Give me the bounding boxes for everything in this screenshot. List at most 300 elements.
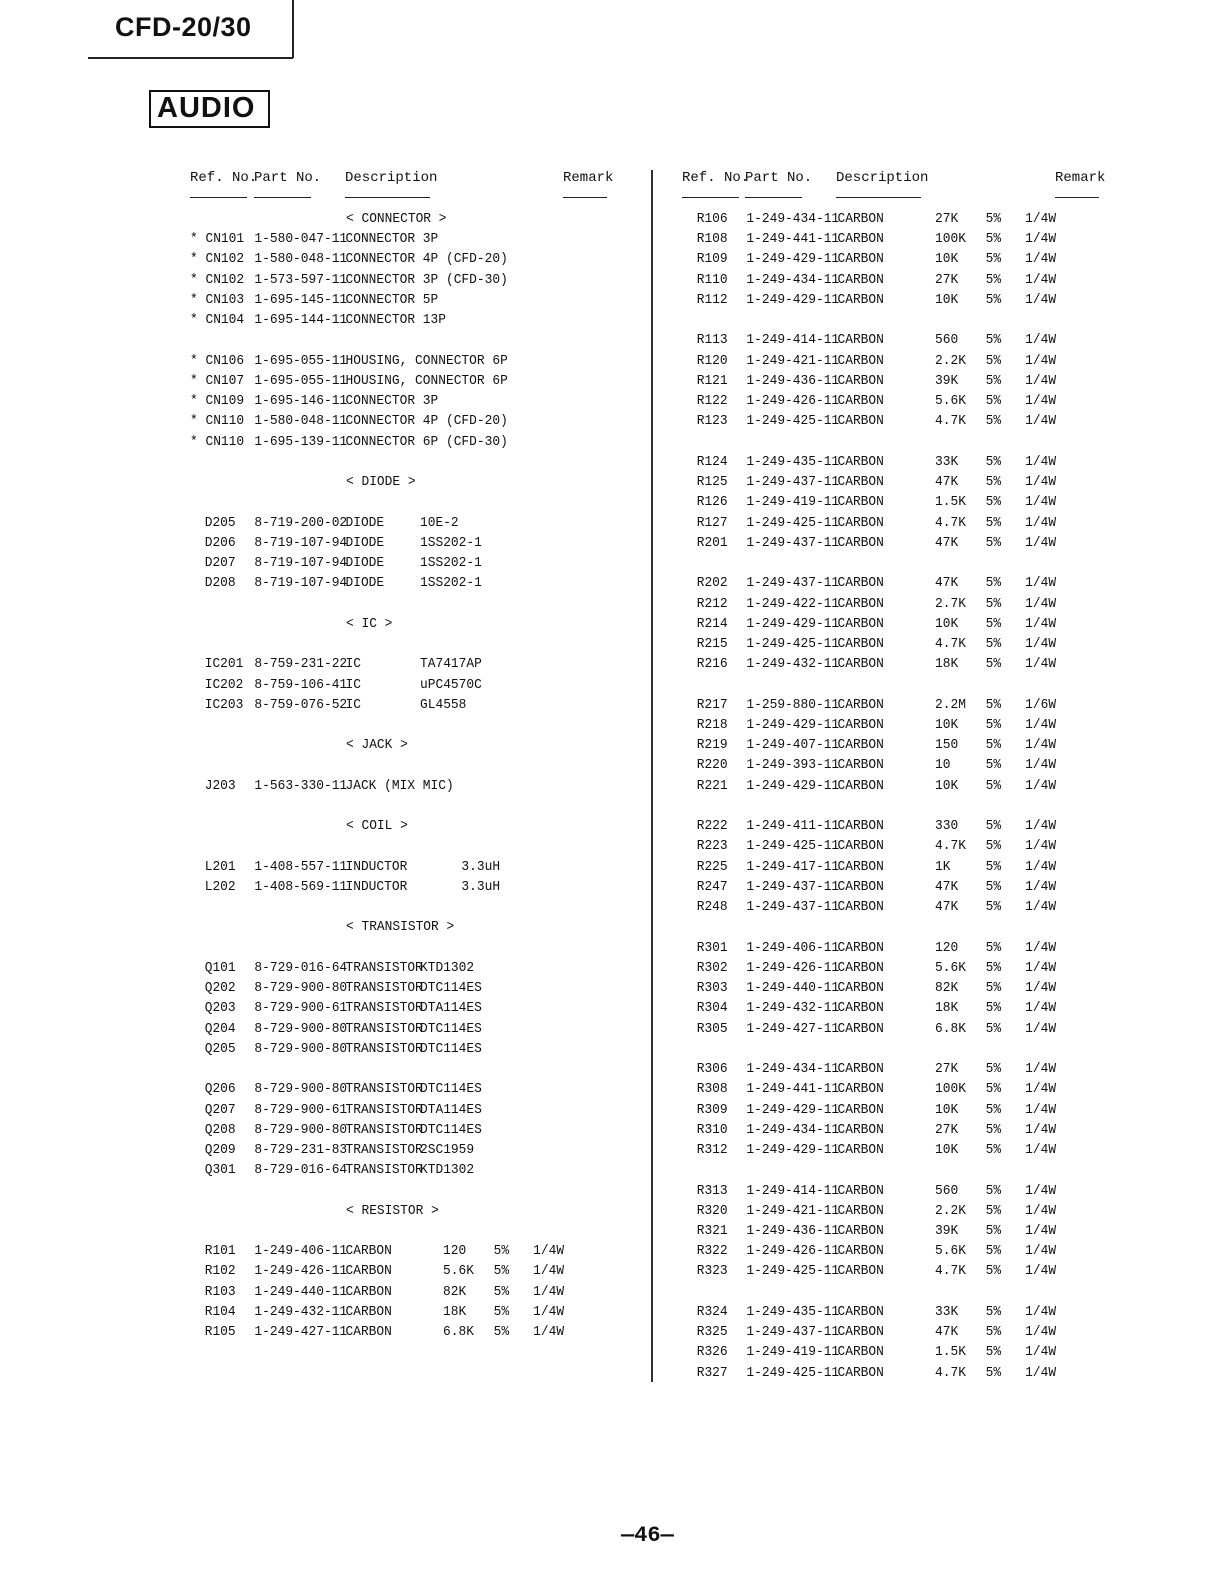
right-rule-part	[745, 197, 802, 198]
part-row	[190, 1324, 650, 1344]
part-no: 1-249-437-11	[746, 534, 840, 551]
resistance-value: 150	[935, 737, 959, 754]
part-row	[190, 312, 650, 332]
resistance-value: 47K	[935, 575, 959, 592]
part-row	[682, 717, 1142, 737]
component-value: uPC4570C	[420, 676, 482, 693]
part-no: 1-695-055-11	[254, 352, 348, 369]
tolerance-value: 5%	[493, 1283, 510, 1300]
ref-no: R120	[696, 352, 728, 369]
part-row	[682, 575, 1142, 595]
part-no: 1-249-437-11	[746, 899, 840, 916]
part-no: 8-729-016-64	[254, 959, 348, 976]
part-no: 1-249-437-11	[746, 1324, 840, 1341]
tolerance-value: 5%	[985, 1020, 1002, 1037]
component-value: 1SS202-1	[420, 575, 482, 592]
description: CARBON	[837, 1202, 884, 1219]
ref-no: J203	[204, 777, 236, 794]
description: CONNECTOR 6P (CFD-30)	[345, 433, 508, 450]
tolerance-value: 5%	[985, 818, 1002, 835]
right-rule-desc	[836, 197, 921, 198]
ref-no: R313	[696, 1182, 728, 1199]
part-row	[682, 778, 1142, 798]
ref-no: R123	[696, 413, 728, 430]
resistance-value: 330	[935, 818, 959, 835]
tolerance-value: 5%	[985, 1344, 1002, 1361]
description: TRANSISTOR	[345, 1020, 423, 1037]
ref-no: D205	[204, 514, 236, 531]
part-row	[190, 272, 650, 292]
ref-no: * CN101	[190, 231, 245, 248]
left-rule-ref	[190, 197, 247, 198]
part-no: 1-249-425-11	[746, 413, 840, 430]
part-no: 1-249-425-11	[746, 838, 840, 855]
part-row	[682, 1304, 1142, 1324]
resistance-value: 5.6K	[443, 1263, 474, 1280]
right-header-remark: Remark	[1055, 170, 1106, 186]
ref-no: R110	[696, 271, 728, 288]
wattage-value: 1/4W	[1025, 1243, 1057, 1260]
part-row	[190, 292, 650, 312]
description: CONNECTOR 3P	[345, 393, 439, 410]
description: CARBON	[837, 1020, 884, 1037]
description: CARBON	[837, 899, 884, 916]
part-no: 1-695-146-11	[254, 393, 348, 410]
description: CARBON	[837, 636, 884, 653]
description: CARBON	[837, 858, 884, 875]
wattage-value: 1/4W	[1025, 1142, 1057, 1159]
component-value: DTA114ES	[420, 1000, 482, 1017]
resistance-value: 47K	[935, 474, 959, 491]
part-row	[682, 535, 1142, 555]
wattage-value: 1/4W	[1025, 636, 1057, 653]
resistance-value: 4.7K	[935, 514, 966, 531]
tolerance-value: 5%	[985, 1000, 1002, 1017]
description: CARBON	[837, 656, 884, 673]
resistance-value: 39K	[935, 372, 959, 389]
wattage-value: 1/6W	[1025, 696, 1057, 713]
part-no: 1-249-414-11	[746, 1182, 840, 1199]
right-rule-remark	[1055, 197, 1099, 198]
resistance-value: 10	[935, 757, 951, 774]
resistance-value: 10K	[935, 291, 959, 308]
resistance-value: 4.7K	[935, 1364, 966, 1381]
component-value: 10E-2	[420, 514, 459, 531]
part-no: 8-729-900-61	[254, 1101, 348, 1118]
description: CARBON	[837, 595, 884, 612]
wattage-value: 1/4W	[533, 1324, 565, 1341]
ref-no: R102	[204, 1263, 236, 1280]
part-no: 1-249-426-11	[746, 393, 840, 410]
part-row	[682, 1102, 1142, 1122]
tolerance-value: 5%	[985, 231, 1002, 248]
model-number: CFD-20/30	[115, 12, 252, 42]
description: CARBON	[837, 1243, 884, 1260]
part-row	[682, 1081, 1142, 1101]
description: CARBON	[837, 1000, 884, 1017]
wattage-value: 1/4W	[1025, 939, 1057, 956]
part-no: 1-580-047-11	[254, 231, 348, 248]
ref-no: R106	[696, 211, 728, 227]
ref-no: R323	[696, 1263, 728, 1280]
wattage-value: 1/4W	[1025, 1121, 1057, 1138]
ref-no: R214	[696, 615, 728, 632]
ref-no: R303	[696, 980, 728, 997]
part-no: 1-408-557-11	[254, 858, 348, 875]
ref-no: IC202	[204, 676, 244, 693]
ref-no: L202	[204, 878, 236, 895]
ref-no: R308	[696, 1081, 728, 1098]
right-header-ref: Ref. No.	[682, 170, 750, 186]
wattage-value: 1/4W	[1025, 777, 1057, 794]
left-header-remark: Remark	[563, 170, 614, 186]
description: CONNECTOR 3P (CFD-30)	[345, 271, 508, 288]
group-heading: < RESISTOR >	[346, 1202, 439, 1219]
description: CARBON	[345, 1263, 392, 1280]
part-no: 1-259-880-11	[746, 696, 840, 713]
wattage-value: 1/4W	[1025, 959, 1057, 976]
description: IC	[345, 656, 361, 673]
resistance-value: 27K	[935, 1121, 959, 1138]
part-no: 1-563-330-11	[254, 777, 348, 794]
tolerance-value: 5%	[985, 453, 1002, 470]
part-no: 1-249-436-11	[746, 372, 840, 389]
left-rule-part	[254, 197, 311, 198]
resistance-value: 120	[935, 939, 959, 956]
ref-no: Q203	[204, 1000, 236, 1017]
component-value: KTD1302	[420, 959, 475, 976]
ref-no: R247	[696, 878, 728, 895]
tolerance-value: 5%	[985, 1081, 1002, 1098]
description: CARBON	[837, 1142, 884, 1159]
description: CARBON	[837, 1324, 884, 1341]
tolerance-value: 5%	[985, 1223, 1002, 1239]
wattage-value: 1/4W	[1025, 1263, 1057, 1280]
description: CARBON	[837, 251, 884, 268]
wattage-value: 1/4W	[533, 1283, 565, 1300]
ref-no: Q208	[204, 1121, 236, 1138]
part-no: 1-249-406-11	[746, 939, 840, 956]
wattage-value: 1/4W	[1025, 615, 1057, 632]
part-no: 1-249-440-11	[746, 980, 840, 997]
tolerance-value: 5%	[985, 1303, 1002, 1320]
header-rule-vertical	[292, 0, 294, 58]
part-row	[682, 272, 1142, 292]
tolerance-value: 5%	[985, 696, 1002, 713]
part-row	[682, 474, 1142, 494]
section-title: AUDIO	[157, 92, 256, 124]
tolerance-value: 5%	[985, 757, 1002, 774]
part-no: 1-249-435-11	[746, 1303, 840, 1320]
wattage-value: 1/4W	[1025, 717, 1057, 733]
description: IC	[345, 696, 361, 713]
ref-no: R306	[696, 1061, 728, 1078]
tolerance-value: 5%	[985, 1101, 1002, 1118]
part-row	[190, 373, 650, 393]
left-rule-remark	[563, 197, 607, 198]
part-row	[682, 1344, 1142, 1364]
description: CARBON	[837, 372, 884, 389]
component-value: 2SC1959	[420, 1142, 475, 1159]
ref-no: R202	[696, 575, 728, 592]
resistance-value: 1.5K	[935, 1344, 966, 1361]
part-no: 8-729-016-64	[254, 1162, 348, 1179]
description: CONNECTOR 13P	[345, 312, 446, 329]
wattage-value: 1/4W	[1025, 1000, 1057, 1017]
resistance-value: 10K	[935, 717, 959, 733]
tolerance-value: 5%	[985, 1202, 1002, 1219]
resistance-value: 5.6K	[935, 1243, 966, 1260]
wattage-value: 1/4W	[1025, 575, 1057, 592]
ref-no: D207	[204, 555, 236, 572]
part-no: 8-759-076-52	[254, 696, 348, 713]
wattage-value: 1/4W	[1025, 1364, 1057, 1381]
tolerance-value: 5%	[985, 595, 1002, 612]
description: CARBON	[345, 1324, 392, 1341]
description: CARBON	[837, 980, 884, 997]
part-no: 1-249-414-11	[746, 332, 840, 349]
ref-no: R322	[696, 1243, 728, 1260]
ref-no: R223	[696, 838, 728, 855]
resistance-value: 560	[935, 1182, 959, 1199]
part-row	[190, 1000, 650, 1020]
resistance-value: 4.7K	[935, 1263, 966, 1280]
part-no: 1-580-048-11	[254, 251, 348, 268]
part-no: 1-249-426-11	[746, 1243, 840, 1260]
description: CARBON	[837, 211, 884, 227]
ref-no: R219	[696, 737, 728, 754]
part-no: 1-249-426-11	[254, 1263, 348, 1280]
part-no: 1-573-597-11	[254, 271, 348, 288]
ref-no: * CN106	[190, 352, 245, 369]
wattage-value: 1/4W	[1025, 474, 1057, 491]
part-no: 1-695-145-11	[254, 291, 348, 308]
description: CONNECTOR 4P (CFD-20)	[345, 413, 508, 430]
resistance-value: 100K	[935, 1081, 966, 1098]
tolerance-value: 5%	[985, 474, 1002, 491]
description: CARBON	[837, 696, 884, 713]
wattage-value: 1/4W	[1025, 899, 1057, 916]
tolerance-value: 5%	[985, 858, 1002, 875]
part-no: 1-249-432-11	[254, 1303, 348, 1320]
part-no: 1-249-411-11	[746, 818, 840, 835]
description: JACK (MIX MIC)	[345, 777, 454, 794]
part-row	[190, 697, 650, 717]
inductance-value: 3.3uH	[461, 858, 501, 875]
part-row	[682, 859, 1142, 879]
part-no: 8-759-106-41	[254, 676, 348, 693]
ref-no: * CN107	[190, 372, 245, 389]
description: TRANSISTOR	[345, 1081, 423, 1098]
ref-no: * CN104	[190, 312, 245, 329]
ref-no: R109	[696, 251, 728, 268]
tolerance-value: 5%	[985, 737, 1002, 754]
part-no: 1-249-426-11	[746, 959, 840, 976]
wattage-value: 1/4W	[1025, 1081, 1057, 1098]
part-no: 1-695-139-11	[254, 433, 348, 450]
resistance-value: 10K	[935, 615, 959, 632]
tolerance-value: 5%	[985, 656, 1002, 673]
description: CARBON	[837, 352, 884, 369]
component-value: TA7417AP	[420, 656, 482, 673]
description: CARBON	[837, 1223, 884, 1239]
ref-no: R320	[696, 1202, 728, 1219]
part-row	[190, 575, 650, 595]
description: CARBON	[837, 413, 884, 430]
description: CARBON	[837, 271, 884, 288]
wattage-value: 1/4W	[1025, 1202, 1057, 1219]
group-heading: < CONNECTOR >	[346, 211, 447, 227]
part-no: 1-249-419-11	[746, 494, 840, 511]
wattage-value: 1/4W	[1025, 211, 1057, 227]
right-header-part: Part No.	[745, 170, 813, 186]
description: CARBON	[837, 231, 884, 248]
resistance-value: 10K	[935, 251, 959, 268]
ref-no: R122	[696, 393, 728, 410]
tolerance-value: 5%	[985, 777, 1002, 794]
resistance-value: 120	[443, 1243, 467, 1260]
ref-no: R248	[696, 899, 728, 916]
wattage-value: 1/4W	[1025, 1324, 1057, 1341]
wattage-value: 1/4W	[1025, 858, 1057, 875]
description: TRANSISTOR	[345, 1000, 423, 1017]
resistance-value: 27K	[935, 271, 959, 288]
tolerance-value: 5%	[493, 1243, 510, 1260]
tolerance-value: 5%	[985, 575, 1002, 592]
tolerance-value: 5%	[985, 939, 1002, 956]
part-row	[190, 515, 650, 535]
part-no: 1-249-417-11	[746, 858, 840, 875]
part-row	[682, 697, 1142, 717]
tolerance-value: 5%	[985, 1243, 1002, 1260]
part-row	[682, 292, 1142, 312]
wattage-value: 1/4W	[1025, 352, 1057, 369]
part-no: 1-695-144-11	[254, 312, 348, 329]
description: CARBON	[837, 1344, 884, 1361]
ref-no: R201	[696, 534, 728, 551]
description: CARBON	[837, 1182, 884, 1199]
resistance-value: 4.7K	[935, 838, 966, 855]
ref-no: R310	[696, 1121, 728, 1138]
part-no: 1-249-429-11	[746, 717, 840, 733]
wattage-value: 1/4W	[1025, 838, 1057, 855]
wattage-value: 1/4W	[1025, 818, 1057, 835]
ref-no: * CN102	[190, 251, 245, 268]
part-row	[682, 1000, 1142, 1020]
part-no: 1-249-434-11	[746, 1061, 840, 1078]
ref-no: L201	[204, 858, 236, 875]
part-row	[682, 1324, 1142, 1344]
component-value: DTA114ES	[420, 1101, 482, 1118]
resistance-value: 47K	[935, 1324, 959, 1341]
description: CARBON	[345, 1243, 392, 1260]
resistance-value: 5.6K	[935, 393, 966, 410]
part-no: 1-249-425-11	[746, 514, 840, 531]
tolerance-value: 5%	[985, 980, 1002, 997]
ref-no: R217	[696, 696, 728, 713]
ref-no: Q209	[204, 1142, 236, 1159]
part-row	[190, 1102, 650, 1122]
part-row	[190, 251, 650, 271]
resistance-value: 2.2K	[935, 352, 966, 369]
description: CONNECTOR 4P (CFD-20)	[345, 251, 508, 268]
description: CARBON	[837, 777, 884, 794]
part-no: 1-249-429-11	[746, 615, 840, 632]
part-no: 8-729-900-80	[254, 1081, 348, 1098]
ref-no: R103	[204, 1283, 236, 1300]
part-row	[682, 413, 1142, 433]
part-row	[682, 1263, 1142, 1283]
component-value: GL4558	[420, 696, 467, 713]
part-no: 1-249-434-11	[746, 271, 840, 288]
left-header-part: Part No.	[254, 170, 322, 186]
component-value: DTC114ES	[420, 1121, 482, 1138]
description: CARBON	[837, 757, 884, 774]
part-row	[190, 1081, 650, 1101]
part-row	[190, 434, 650, 454]
resistance-value: 10K	[935, 777, 959, 794]
resistance-value: 10K	[935, 1142, 959, 1159]
wattage-value: 1/4W	[1025, 393, 1057, 410]
part-no: 1-249-425-11	[746, 1263, 840, 1280]
tolerance-value: 5%	[493, 1263, 510, 1280]
description: TRANSISTOR	[345, 1101, 423, 1118]
part-row	[682, 494, 1142, 514]
part-no: 8-729-900-80	[254, 980, 348, 997]
resistance-value: 18K	[935, 1000, 959, 1017]
ref-no: R113	[696, 332, 728, 349]
part-row	[682, 960, 1142, 980]
ref-no: Q101	[204, 959, 236, 976]
part-no: 1-249-421-11	[746, 352, 840, 369]
part-row	[682, 879, 1142, 899]
tolerance-value: 5%	[985, 413, 1002, 430]
description: CARBON	[837, 332, 884, 349]
ref-no: Q202	[204, 980, 236, 997]
wattage-value: 1/4W	[1025, 332, 1057, 349]
ref-no: R216	[696, 656, 728, 673]
part-no: 8-729-900-80	[254, 1020, 348, 1037]
part-row	[682, 818, 1142, 838]
description: TRANSISTOR	[345, 1142, 423, 1159]
ref-no: R321	[696, 1223, 728, 1239]
description: TRANSISTOR	[345, 1040, 423, 1057]
part-no: 1-249-407-11	[746, 737, 840, 754]
part-no: 1-249-429-11	[746, 251, 840, 268]
part-no: 1-249-422-11	[746, 595, 840, 612]
description: CARBON	[837, 514, 884, 531]
part-row	[682, 1021, 1142, 1041]
part-row	[682, 940, 1142, 960]
wattage-value: 1/4W	[1025, 271, 1057, 288]
part-row	[682, 353, 1142, 373]
part-row	[682, 211, 1142, 231]
wattage-value: 1/4W	[1025, 534, 1057, 551]
resistance-value: 10K	[935, 1101, 959, 1118]
part-no: 8-729-900-80	[254, 1121, 348, 1138]
tolerance-value: 5%	[985, 717, 1002, 733]
component-value: 1SS202-1	[420, 534, 482, 551]
tolerance-value: 5%	[985, 494, 1002, 511]
tolerance-value: 5%	[985, 636, 1002, 653]
part-row	[682, 899, 1142, 919]
part-row	[682, 596, 1142, 616]
wattage-value: 1/4W	[1025, 656, 1057, 673]
ref-no: Q206	[204, 1081, 236, 1098]
ref-no: R105	[204, 1324, 236, 1341]
ref-no: R305	[696, 1020, 728, 1037]
tolerance-value: 5%	[985, 1121, 1002, 1138]
